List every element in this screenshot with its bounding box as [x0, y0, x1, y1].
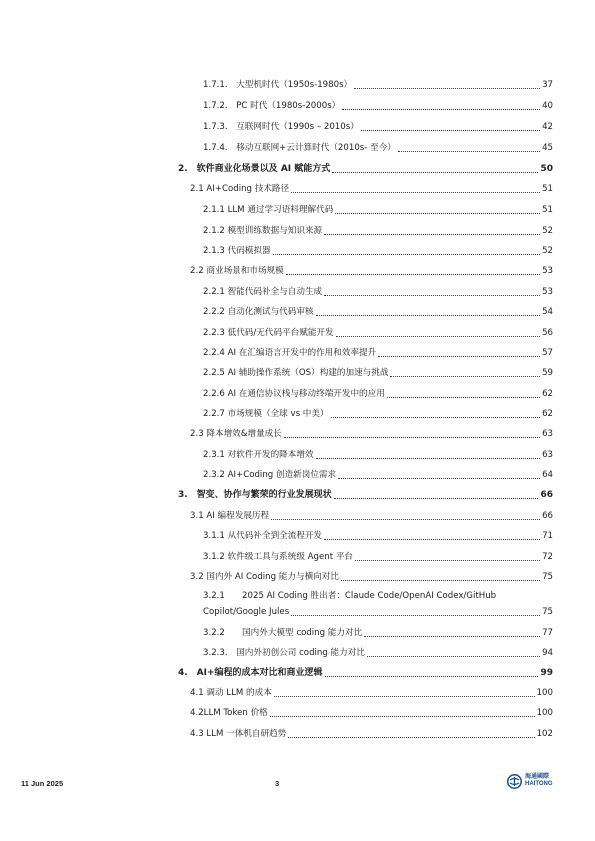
footer-date: 11 Jun 2025: [21, 779, 64, 788]
leader-dots: [316, 458, 541, 459]
leader-dots: [324, 234, 540, 235]
toc-entry-2-2-1[interactable]: 2.2.1 智能代码补全与自动生成 53: [203, 287, 553, 297]
leader-dots: [367, 656, 540, 657]
toc-entry-2-1-2[interactable]: 2.1.2 模型训练数据与知识来源 52: [203, 226, 553, 236]
leader-dots: [341, 580, 540, 581]
toc-entry-3[interactable]: 3. 智变、协作与繁荣的行业发展现状 66: [178, 490, 553, 500]
leader-dots: [342, 109, 540, 110]
leader-dots: [291, 192, 540, 193]
toc-entry-3-1-1[interactable]: 3.1.1 从代码补全到全流程开发 71: [203, 531, 553, 541]
toc-entry-1-7-4[interactable]: 1.7.4. 移动互联网+云计算时代（2010s- 至今） 45: [203, 143, 553, 153]
leader-dots: [378, 356, 540, 357]
toc-entry-3-2-1[interactable]: 3.2.1 2025 AI Coding 胜出者：Claude Code/OpenAI Codex/GitHub Copilot/Google Jules 75: [203, 591, 553, 617]
leader-dots: [390, 376, 540, 377]
leader-dots: [335, 213, 540, 214]
toc-entry-2-1-1[interactable]: 2.1.1 LLM 通过学习语料理解代码 51: [203, 205, 553, 215]
toc-entry-2-3-1[interactable]: 2.3.1 对软件开发的降本增效 63: [203, 450, 553, 460]
leader-dots: [284, 437, 540, 438]
leader-dots: [332, 172, 538, 173]
leader-dots: [324, 539, 540, 540]
toc-entry-2-2-4[interactable]: 2.2.4 AI 在汇编语言开发中的作用和效率提升 57: [203, 348, 553, 358]
leader-dots: [361, 130, 540, 131]
toc-entry-3-1-2[interactable]: 3.1.2 软件级工具与系统级 Agent 平台 72: [203, 552, 553, 562]
toc-entry-1-7-3[interactable]: 1.7.3. 互联网时代（1990s – 2010s） 42: [203, 122, 553, 132]
leader-dots: [286, 274, 540, 275]
leader-dots: [334, 498, 539, 499]
toc-entry-2-1-3[interactable]: 2.1.3 代码模拟器 52: [203, 246, 553, 256]
leader-dots: [364, 636, 540, 637]
haitong-logo-icon: [507, 774, 522, 789]
leader-dots: [288, 737, 534, 738]
toc-entry-3-2-3[interactable]: 3.2.3. 国内外初创公司 coding 能力对比 94: [203, 648, 553, 658]
toc-entry-2-2[interactable]: 2.2 商业场景和市场规模 53: [190, 266, 553, 276]
toc-entry-4[interactable]: 4. AI+编程的成本对比和商业逻辑 99: [178, 668, 553, 678]
toc-entry-2-1[interactable]: 2.1 AI+Coding 技术路径 51: [190, 184, 553, 194]
leader-dots: [274, 696, 535, 697]
leader-dots: [331, 417, 541, 418]
leader-dots: [336, 336, 540, 337]
leader-dots: [398, 151, 540, 152]
leader-dots: [270, 716, 535, 717]
leader-dots: [273, 254, 540, 255]
toc-entry-1-7-1[interactable]: 1.7.1. 大型机时代（1950s-1980s） 37: [203, 80, 553, 90]
toc-entry-4-1[interactable]: 4.1 调动 LLM 的成本 100: [190, 688, 553, 698]
toc-entry-2-2-2[interactable]: 2.2.2 自动化测试与代码审核 54: [203, 307, 553, 317]
toc-entry-3-2-2[interactable]: 3.2.2 国内外大模型 coding 能力对比 77: [203, 628, 553, 638]
leader-dots: [338, 478, 540, 479]
toc-entry-2-2-5[interactable]: 2.2.5 AI 辅助操作系统（OS）构建的加速与挑战 59: [203, 368, 553, 378]
toc-entry-2[interactable]: 2. 软件商业化场景以及 AI 赋能方式 50: [178, 164, 553, 174]
logo-text-cn: 海通國際: [525, 774, 550, 780]
toc-entry-4-2[interactable]: 4.2LLM Token 价格 100: [190, 708, 553, 718]
leader-dots: [316, 315, 541, 316]
toc-entry-2-2-3[interactable]: 2.2.3 低代码/无代码平台赋能开发 56: [203, 328, 553, 338]
leader-dots: [291, 615, 540, 616]
leader-dots: [325, 676, 539, 677]
toc-entry-2-3-2[interactable]: 2.3.2 AI+Coding 创造新岗位需求 64: [203, 470, 553, 480]
leader-dots: [354, 88, 540, 89]
leader-dots: [355, 560, 540, 561]
toc-entry-1-7-2[interactable]: 1.7.2. PC 时代（1980s-2000s） 40: [203, 101, 553, 111]
logo-text-en: HAITONG: [525, 781, 553, 787]
leader-dots: [387, 397, 540, 398]
haitong-logo: [507, 772, 567, 790]
toc-entry-4-3[interactable]: 4.3 LLM 一体机自研趋势 102: [190, 729, 553, 739]
toc-entry-2-2-6[interactable]: 2.2.6 AI 在通信协议栈与移动终端开发中的应用 62: [203, 389, 553, 399]
toc-entry-3-2[interactable]: 3.2 国内外 AI Coding 能力与横向对比 75: [190, 572, 553, 582]
toc-entry-3-1[interactable]: 3.1 AI 编程发展历程 66: [190, 511, 553, 521]
leader-dots: [324, 295, 540, 296]
toc-entry-2-2-7[interactable]: 2.2.7 市场规模（全球 vs 中美） 62: [203, 409, 553, 419]
leader-dots: [271, 519, 540, 520]
toc-entry-2-3[interactable]: 2.3 降本增效&增量成长 63: [190, 429, 553, 439]
footer-page-number: 3: [275, 779, 280, 788]
